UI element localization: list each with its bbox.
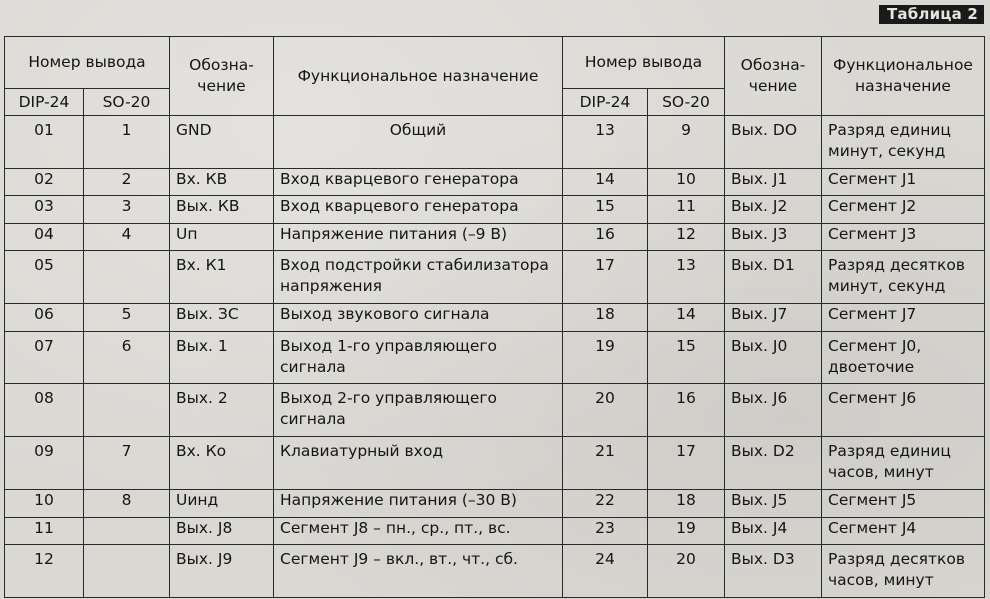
table-row [5, 545, 985, 598]
designation-cell: Вых. J7 [725, 304, 822, 331]
so-cell: 19 [648, 517, 725, 544]
designation-cell: Вых. DO [725, 116, 822, 169]
designation-cell: Вых. J1 [725, 168, 822, 195]
function-cell: Разряд десятков минут, секунд [822, 251, 985, 304]
function-cell: Клавиатурный вход [274, 437, 563, 490]
table-row [5, 251, 985, 304]
designation-cell: Вых. J5 [725, 490, 822, 517]
designation-cell: Вых. J8 [170, 517, 274, 544]
so-cell: 14 [648, 304, 725, 331]
table-row [5, 304, 985, 331]
designation-cell: Uинд [170, 490, 274, 517]
designation-cell: Вых. J0 [725, 331, 822, 384]
so-cell: 17 [648, 437, 725, 490]
function-cell: Вход кварцевого генератора [274, 168, 563, 195]
so-cell: 10 [648, 168, 725, 195]
dip-cell: 11 [5, 517, 84, 544]
table-row [5, 490, 985, 517]
header-pin-number-right: Номер вывода [563, 37, 725, 89]
designation-cell: Вх. КВ [170, 168, 274, 195]
so-cell [84, 251, 170, 304]
designation-cell: Вх. К1 [170, 251, 274, 304]
function-cell: Напряжение питания (–30 В) [274, 490, 563, 517]
function-cell: Сегмент J1 [822, 168, 985, 195]
designation-cell: Вых. КВ [170, 196, 274, 223]
so-cell [84, 517, 170, 544]
dip-cell: 13 [563, 116, 648, 169]
dip-cell: 17 [563, 251, 648, 304]
pin-assignment-table [4, 36, 985, 598]
so-cell: 11 [648, 196, 725, 223]
function-cell: Сегмент J9 – вкл., вт., чт., сб. [274, 545, 563, 598]
dip-cell: 23 [563, 517, 648, 544]
so-cell: 6 [84, 331, 170, 384]
header-so-right: SO-20 [648, 89, 725, 116]
dip-cell: 15 [563, 196, 648, 223]
dip-cell: 16 [563, 223, 648, 250]
table-row [5, 223, 985, 250]
so-cell: 4 [84, 223, 170, 250]
function-cell: Сегмент J4 [822, 517, 985, 544]
header-pin-number-left: Номер вывода [5, 37, 170, 89]
designation-cell: Вых. J9 [170, 545, 274, 598]
function-cell: Выход звукового сигнала [274, 304, 563, 331]
dip-cell: 03 [5, 196, 84, 223]
function-cell: Выход 2-го управляющего сигнала [274, 384, 563, 437]
table-row [5, 437, 985, 490]
function-cell: Сегмент J0, двоеточие [822, 331, 985, 384]
designation-cell: Вх. Ко [170, 437, 274, 490]
function-cell: Сегмент J6 [822, 384, 985, 437]
so-cell: 9 [648, 116, 725, 169]
dip-cell: 18 [563, 304, 648, 331]
so-cell: 18 [648, 490, 725, 517]
header-function-right: Функциональное назначение [822, 37, 985, 116]
so-cell: 3 [84, 196, 170, 223]
so-cell: 5 [84, 304, 170, 331]
dip-cell: 21 [563, 437, 648, 490]
so-cell: 8 [84, 490, 170, 517]
table-row [5, 517, 985, 544]
dip-cell: 07 [5, 331, 84, 384]
so-cell [84, 384, 170, 437]
dip-cell: 02 [5, 168, 84, 195]
function-cell: Сегмент J7 [822, 304, 985, 331]
designation-cell: Вых. J2 [725, 196, 822, 223]
dip-cell: 09 [5, 437, 84, 490]
header-designation-left: Обозна- чение [170, 37, 274, 116]
designation-cell: Вых. 1 [170, 331, 274, 384]
designation-cell: Вых. 2 [170, 384, 274, 437]
dip-cell: 05 [5, 251, 84, 304]
so-cell: 12 [648, 223, 725, 250]
function-cell: Разряд единиц часов, минут [822, 437, 985, 490]
dip-cell: 20 [563, 384, 648, 437]
function-cell: Выход 1-го управляющего сигнала [274, 331, 563, 384]
function-cell: Сегмент J3 [822, 223, 985, 250]
designation-cell: Вых. ЗС [170, 304, 274, 331]
header-function-left: Функциональное назначение [274, 37, 563, 116]
so-cell: 16 [648, 384, 725, 437]
table-row [5, 116, 985, 169]
dip-cell: 01 [5, 116, 84, 169]
designation-cell: Вых. D3 [725, 545, 822, 598]
header-so-left: SO-20 [84, 89, 170, 116]
designation-cell: Вых. D1 [725, 251, 822, 304]
dip-cell: 22 [563, 490, 648, 517]
table-label: Таблица 2 [879, 5, 984, 24]
function-cell: Напряжение питания (–9 В) [274, 223, 563, 250]
designation-cell: Uп [170, 223, 274, 250]
dip-cell: 14 [563, 168, 648, 195]
dip-cell: 19 [563, 331, 648, 384]
header-row-top [5, 37, 985, 89]
table-row [5, 168, 985, 195]
dip-cell: 10 [5, 490, 84, 517]
dip-cell: 06 [5, 304, 84, 331]
function-cell: Сегмент J5 [822, 490, 985, 517]
function-cell: Разряд единиц минут, секунд [822, 116, 985, 169]
dip-cell: 24 [563, 545, 648, 598]
table-row [5, 331, 985, 384]
dip-cell: 12 [5, 545, 84, 598]
header-dip-right: DIP-24 [563, 89, 648, 116]
function-cell: Сегмент J8 – пн., ср., пт., вс. [274, 517, 563, 544]
so-cell [84, 545, 170, 598]
dip-cell: 04 [5, 223, 84, 250]
table-row [5, 384, 985, 437]
header-dip-left: DIP-24 [5, 89, 84, 116]
designation-cell: Вых. J3 [725, 223, 822, 250]
function-cell: Вход кварцевого генератора [274, 196, 563, 223]
header-designation-right: Обозна- чение [725, 37, 822, 116]
designation-cell: Вых. J4 [725, 517, 822, 544]
designation-cell: GND [170, 116, 274, 169]
so-cell: 15 [648, 331, 725, 384]
table-row [5, 196, 985, 223]
function-cell: Сегмент J2 [822, 196, 985, 223]
dip-cell: 08 [5, 384, 84, 437]
so-cell: 1 [84, 116, 170, 169]
so-cell: 2 [84, 168, 170, 195]
function-cell: Вход подстройки стабилизатора напряжения [274, 251, 563, 304]
so-cell: 20 [648, 545, 725, 598]
function-cell: Общий [274, 116, 563, 169]
so-cell: 7 [84, 437, 170, 490]
designation-cell: Вых. D2 [725, 437, 822, 490]
designation-cell: Вых. J6 [725, 384, 822, 437]
function-cell: Разряд десятков часов, минут [822, 545, 985, 598]
so-cell: 13 [648, 251, 725, 304]
